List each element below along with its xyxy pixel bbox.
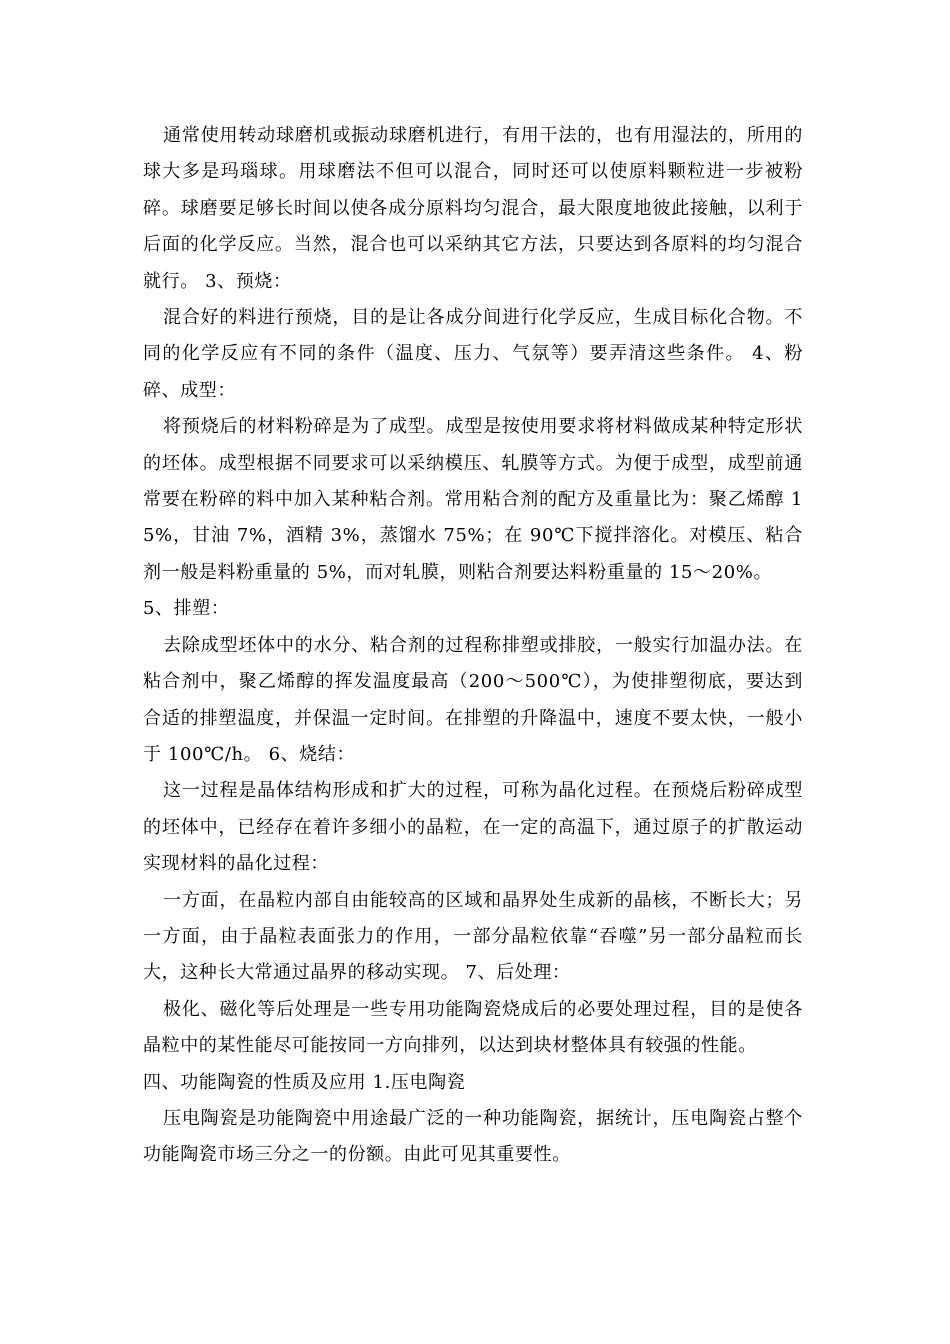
paragraph-ball-milling: 通常使用转动球磨机或振动球磨机进行，有用干法的，也有用湿法的，所用的球大多是玛瑙球。用球磨法不但可以混合，同时还可以使原料颗粒进一步被粉碎。球磨要足够长时间以使各成分原料均匀混合，最大限度地彼此接触，以利于后面的化学反应。当然，混合也可以采纳其它方法，只要达到各原料的均匀混合就行。 3、预烧： [143,125,803,292]
paragraph-post-processing: 极化、磁化等后处理是一些专用功能陶瓷烧成后的必要处理过程，目的是使各晶粒中的某性能尽可能按同一方向排列，以达到块材整体具有较强的性能。 [143,998,803,1057]
paragraph-pre-firing: 混合好的料进行预烧，目的是让各成分间进行化学反应，生成目标化合物。不同的化学反应有不同的条件（温度、压力、气氛等）要弄清这些条件。 4、粉碎、成型： [143,307,803,401]
paragraph-piezoelectric-ceramics: 压电陶瓷是功能陶瓷中用途最广泛的一种功能陶瓷，据统计，压电陶瓷占整个功能陶瓷市场三分之一的份额。由此可见其重要性。 [143,1107,803,1166]
paragraph-sintering: 这一过程是晶体结构形成和扩大的过程，可称为晶化过程。在预烧后粉碎成型的坯体中，已经存在着许多细小的晶粒，在一定的高温下，通过原子的扩散运动实现材料的晶化过程： [143,780,803,875]
paragraph-grain-growth: 一方面，在晶粒内部自由能较高的区域和晶界处生成新的晶核，不断长大；另一方面，由于晶粒表面张力的作用，一部分晶粒依靠“吞噬”另一部分晶粒而长大，这种长大常通过晶界的移动实现。 7、后处理： [143,889,803,984]
paragraph-crushing-forming: 将预烧后的材料粉碎是为了成型。成型是按使用要求将材料做成某种特定形状的坯体。成型根据不同要求可以采纳模压、轧膜等方式。为便于成型，成型前通常要在粉碎的料中加入某种粘合剂。常用粘合剂的配方及重量比为：聚乙烯醇 15%，甘油 7%，酒精 3%，蒸馏水 75%；在 90℃下搅拌溶化。对模压、粘合剂一般是料粉重量的 5%，而对轧膜，则粘合剂要达料粉重量的 15～20%。 [143,416,803,583]
paragraph-debinding: 去除成型坯体中的水分、粘合剂的过程称排塑或排胶，一般实行加温办法。在粘合剂中，聚乙烯醇的挥发温度最高（200～500℃），为使排塑彻底，要达到合适的排塑温度，并保温一定时间。在排塑的升降温中，速度不要太快，一般小于 100℃/h。 6、烧结： [143,634,803,765]
heading-debinding: 5、排塑： [143,598,230,620]
heading-properties-applications: 四、功能陶瓷的性质及应用 1.压电陶瓷 [143,1071,466,1093]
document-body [143,118,803,1174]
